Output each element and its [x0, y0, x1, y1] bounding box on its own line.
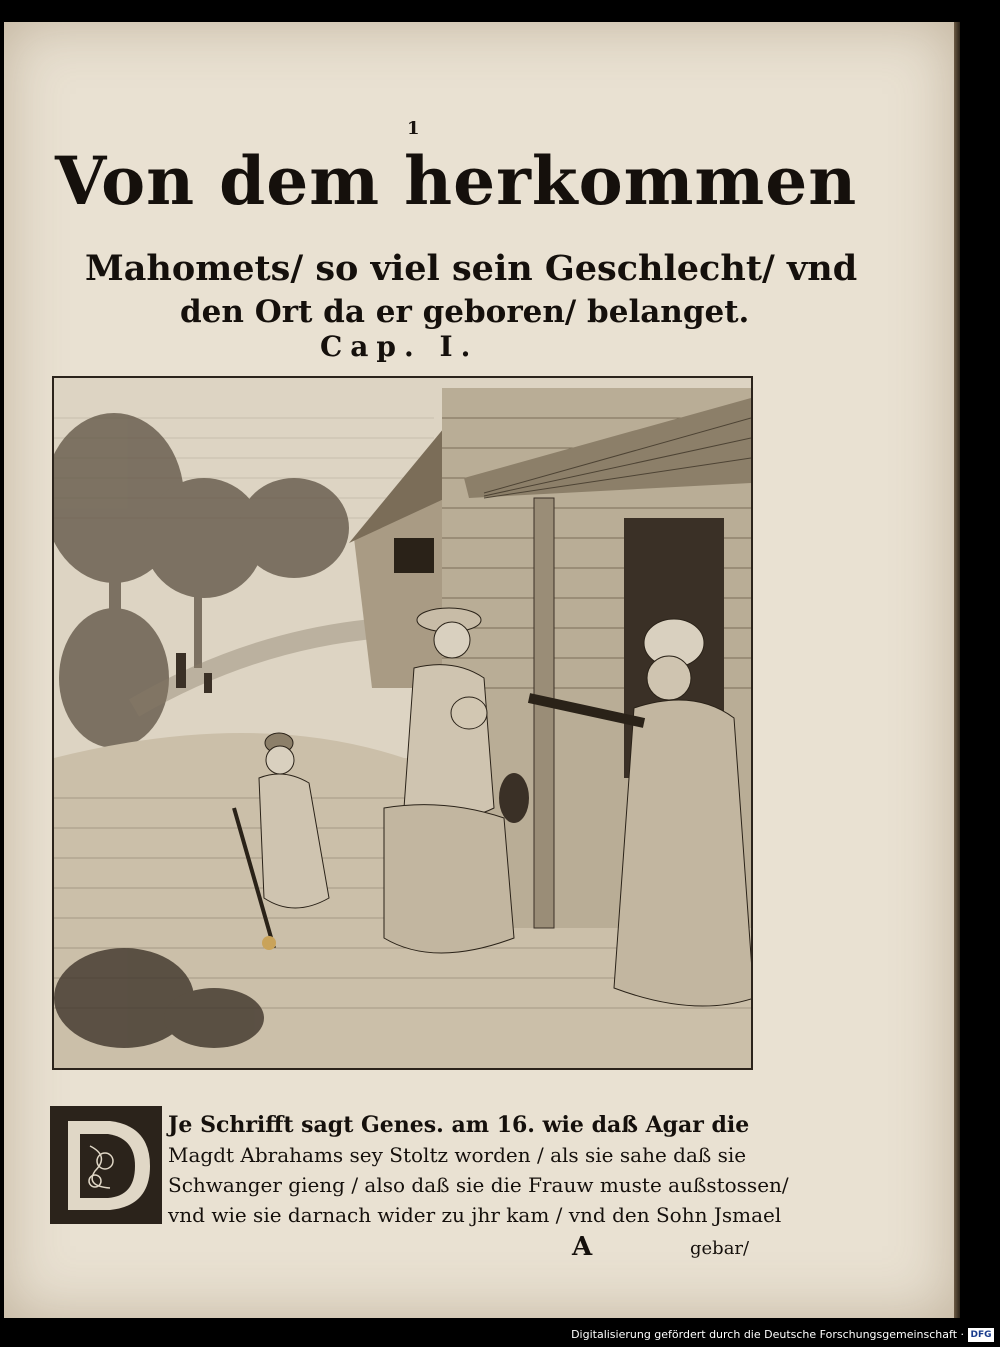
funding-credit: Digitalisierung gefördert durch die Deutsche Forschungsgemeinschaft · — [571, 1328, 964, 1341]
engraving-hagar-expulsion-icon — [54, 378, 751, 1068]
title-subline-1: Mahomets/ so viel sein Geschlecht/ vnd — [85, 248, 858, 289]
engraving-illustration — [52, 376, 753, 1070]
body-line: Je Schrifft sagt Genes. am 16. wie daß Agar die — [168, 1112, 750, 1138]
dfg-logo-icon: DFG — [968, 1328, 994, 1342]
page-edge — [954, 22, 960, 1318]
title-subline-2: den Ort da er geboren/ belanget. — [180, 294, 750, 330]
ornamental-initial-d-icon — [50, 1106, 162, 1224]
chapter-heading: Cap. I. — [320, 330, 479, 363]
page-number: 1 — [407, 118, 420, 139]
signature-mark: A — [572, 1232, 593, 1262]
body-line: vnd wie sie darnach wider zu jhr kam / vnd den Sohn Jsmael — [168, 1203, 782, 1227]
body-line: Magdt Abrahams sey Stoltz worden / als sie sahe daß sie — [168, 1143, 747, 1167]
body-paragraph — [168, 1110, 789, 1230]
catchword: gebar/ — [690, 1238, 750, 1259]
page-title: Von dem herkommen — [55, 142, 858, 220]
body-line: Schwanger gieng / also daß sie die Frauw muste außstossen/ — [168, 1173, 789, 1197]
decorated-initial — [50, 1106, 162, 1224]
